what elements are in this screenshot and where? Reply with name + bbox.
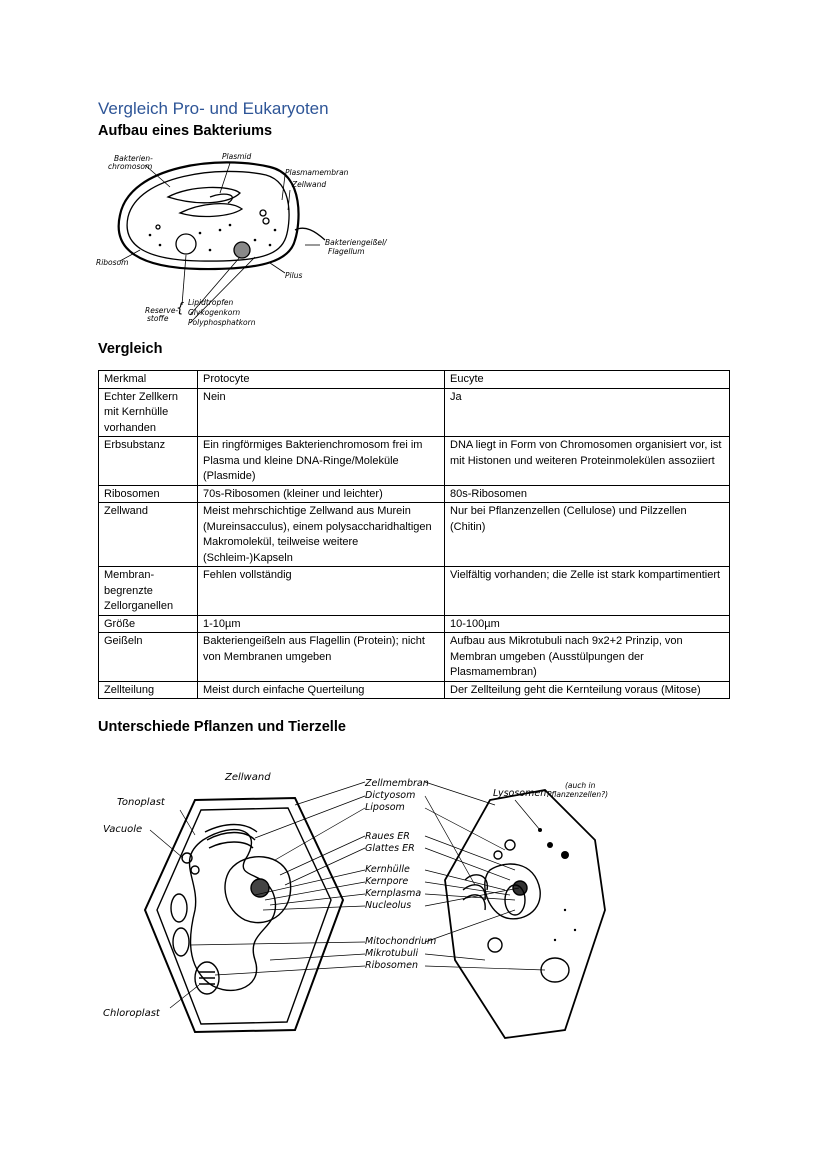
table-row bbox=[99, 567, 730, 616]
label-poly: Polyphosphatkorn bbox=[188, 318, 256, 327]
label-pilus: Pilus bbox=[285, 271, 303, 280]
label-plasmamembran: Plasmamembran bbox=[285, 168, 349, 177]
label-glykogen: Glykogenkorn bbox=[188, 308, 241, 317]
table-cell: Fehlen vollständig bbox=[198, 567, 445, 616]
label-kernplasma: Kernplasma bbox=[365, 888, 422, 899]
label-lipid: Lipidtropfen bbox=[188, 298, 234, 307]
label-mikrotubuli: Mikrotubuli bbox=[365, 948, 419, 959]
table-cell: Ein ringförmiges Bakterienchromosom frei im Plasma und kleine DNA-Ringe/Moleküle (Plasmide) bbox=[198, 437, 445, 486]
section-heading-cells: Unterschiede Pflanzen und Tierzelle bbox=[98, 719, 346, 735]
bacterium-diagram bbox=[90, 145, 390, 340]
label-kernhuelle: Kernhülle bbox=[365, 864, 410, 875]
table-cell: Geißeln bbox=[99, 633, 198, 682]
table-cell: DNA liegt in Form von Chromosomen organisiert vor, ist mit Histonen und weiteren Proteinmolekülen assoziiert bbox=[445, 437, 730, 486]
header-cell: Protocyte bbox=[198, 371, 445, 389]
table-cell: 70s-Ribosomen (kleiner und leichter) bbox=[198, 485, 445, 503]
label-chromosome: Bakterien-chromosom bbox=[108, 154, 153, 171]
label-zellwand: Zellwand bbox=[292, 180, 327, 189]
label-vacuole: Vacuole bbox=[103, 824, 143, 835]
label-flagellum: Bakteriengeißel/ Flagellum bbox=[325, 238, 387, 256]
table-cell: Erbsubstanz bbox=[99, 437, 198, 486]
table-cell: Vielfältig vorhanden; die Zelle ist stark kompartimentiert bbox=[445, 567, 730, 616]
label-dictyosom: Dictyosom bbox=[365, 790, 416, 801]
cell-comparison-diagram bbox=[95, 760, 635, 1045]
label-kernpore: Kernpore bbox=[365, 876, 409, 887]
table-cell: Echter Zellkern mit Kernhülle vorhanden bbox=[99, 388, 198, 437]
label-raues-er: Raues ER bbox=[365, 831, 410, 842]
label-nucleolus: Nucleolus bbox=[365, 900, 412, 911]
table-row bbox=[99, 615, 730, 633]
page-title: Vergleich Pro- und Eukaryoten bbox=[98, 99, 329, 118]
table-cell: 1-10µm bbox=[198, 615, 445, 633]
table-cell: Größe bbox=[99, 615, 198, 633]
section-heading-bacterium: Aufbau eines Bakteriums bbox=[98, 123, 273, 139]
table-row bbox=[99, 388, 730, 437]
table-cell: Ja bbox=[445, 388, 730, 437]
label-tonoplast: Tonoplast bbox=[117, 797, 165, 808]
table-cell: Nur bei Pflanzenzellen (Cellulose) und Pilzzellen (Chitin) bbox=[445, 503, 730, 567]
table-cell: Meist mehrschichtige Zellwand aus Murein (Mureinsacculus), einem polysaccharidhaltigen Makromolekül, teilweise weitere (Schleim-)Kapseln bbox=[198, 503, 445, 567]
table-cell: Membran-begrenzte Zellorganellen bbox=[99, 567, 198, 616]
label-ribosom: Ribosom bbox=[96, 258, 129, 267]
label-glattes-er: Glattes ER bbox=[365, 843, 415, 854]
section-heading-compare: Vergleich bbox=[98, 341, 163, 357]
label-reserve: Reserve-stoffe bbox=[145, 306, 179, 323]
label-liposom: Liposom bbox=[365, 802, 405, 813]
table-cell: Bakteriengeißeln aus Flagellin (Protein); nicht von Membranen umgeben bbox=[198, 633, 445, 682]
label-lysosomen-note: (auch in Pflanzenzellen?) bbox=[547, 781, 609, 799]
label-chloroplast: Chloroplast bbox=[103, 1008, 160, 1019]
label-zellmembran: Zellmembran bbox=[365, 778, 429, 789]
table-cell: Zellteilung bbox=[99, 681, 198, 699]
table-cell: 10-100µm bbox=[445, 615, 730, 633]
header-cell: Eucyte bbox=[445, 371, 730, 389]
label-ribosomen: Ribosomen bbox=[365, 960, 418, 971]
comparison-table bbox=[98, 370, 730, 699]
table-cell: Der Zellteilung geht die Kernteilung voraus (Mitose) bbox=[445, 681, 730, 699]
label-mitochondrium: Mitochondrium bbox=[365, 936, 437, 947]
table-cell: Ribosomen bbox=[99, 485, 198, 503]
table-row bbox=[99, 437, 730, 486]
table-row bbox=[99, 485, 730, 503]
brace: { bbox=[176, 301, 185, 316]
header-cell: Merkmal bbox=[99, 371, 198, 389]
label-zellwand-plant: Zellwand bbox=[225, 772, 271, 783]
table-cell: Aufbau aus Mikrotubuli nach 9x2+2 Prinzip, von Membran umgeben (Ausstülpungen der Plasmamembran) bbox=[445, 633, 730, 682]
table-cell: Zellwand bbox=[99, 503, 198, 567]
table-cell: Meist durch einfache Querteilung bbox=[198, 681, 445, 699]
table-row bbox=[99, 633, 730, 682]
table-row bbox=[99, 503, 730, 567]
table-header-row bbox=[99, 371, 730, 389]
label-plasmid: Plasmid bbox=[222, 152, 252, 161]
table-row bbox=[99, 681, 730, 699]
table-cell: Nein bbox=[198, 388, 445, 437]
table-cell: 80s-Ribosomen bbox=[445, 485, 730, 503]
label-lysosomen: Lysosomen bbox=[493, 788, 547, 799]
